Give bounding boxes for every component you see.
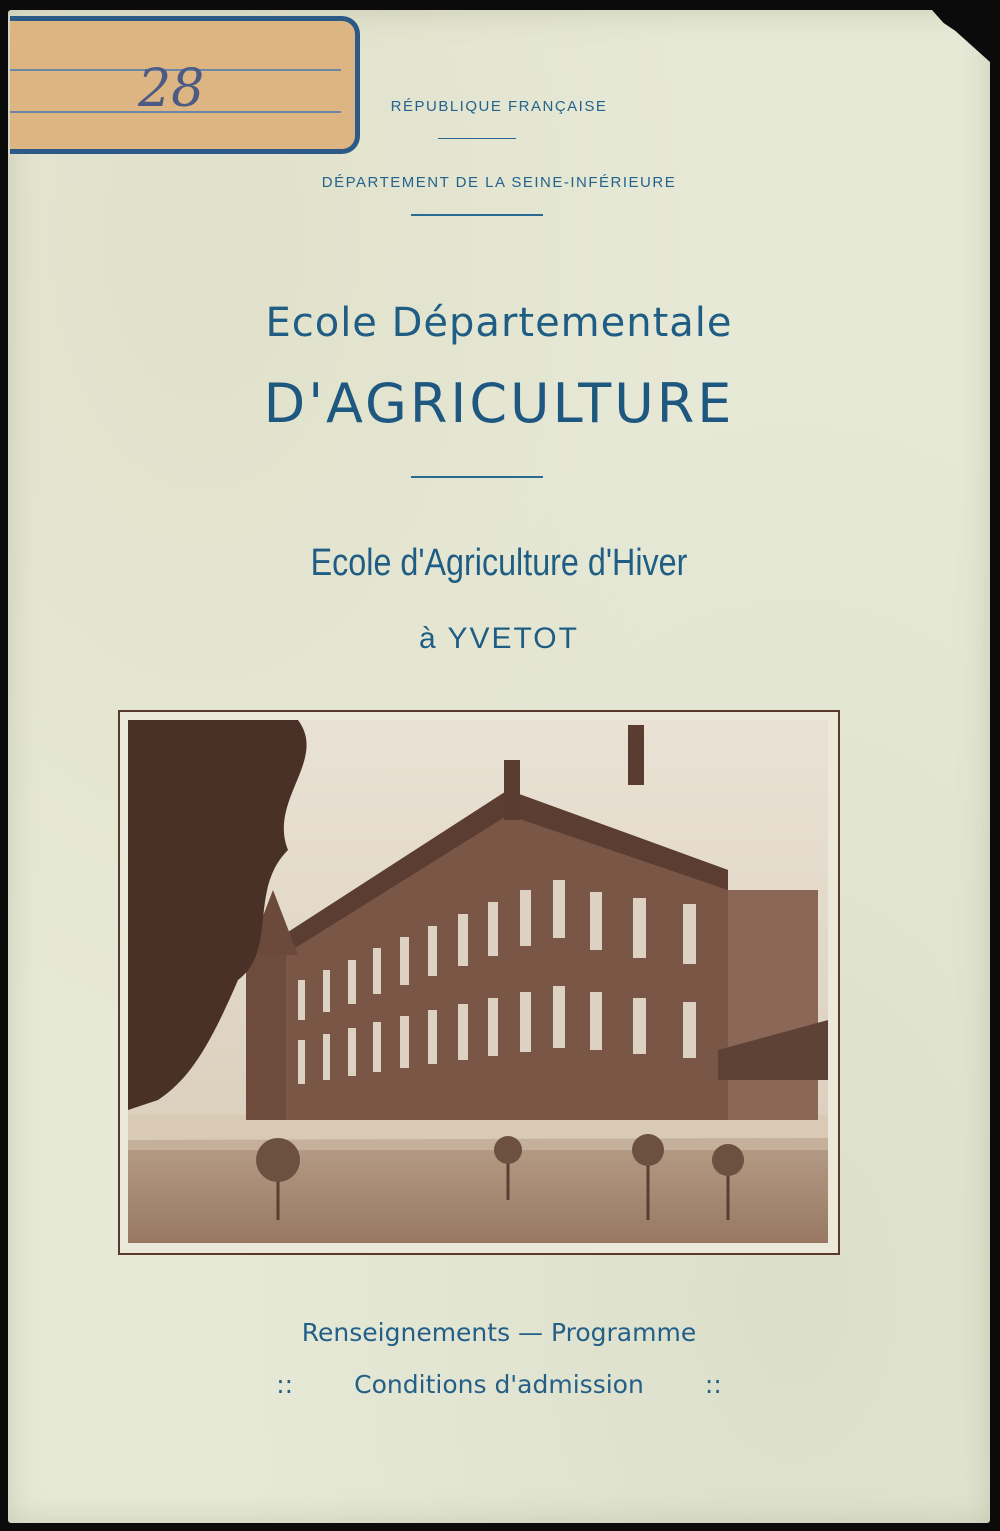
divider-rule [411, 476, 543, 478]
republic-heading: RÉPUBLIQUE FRANÇAISE [390, 98, 608, 115]
school-title-line1: Ecole Départementale [265, 300, 733, 346]
library-shelf-label [10, 16, 360, 154]
decorative-colons-left: :: [276, 1370, 294, 1399]
department-heading: DÉPARTEMENT DE LA SEINE-INFÉRIEURE [321, 174, 677, 191]
divider-rule [411, 214, 543, 216]
school-title-line2: D'AGRICULTURE [263, 372, 735, 435]
footer-topics: Renseignements — Programme [301, 1318, 697, 1347]
divider-rule [438, 138, 516, 139]
location: à YVETOT [419, 622, 579, 655]
school-building-photo [118, 710, 840, 1255]
footer-admission-row [8, 1370, 990, 1399]
footer-admission: Conditions d'admission [354, 1370, 644, 1399]
torn-corner [932, 10, 990, 62]
shelf-label-number: 28 [138, 59, 205, 119]
building-illustration [128, 720, 828, 1243]
subtitle: Ecole d'Agriculture d'Hiver [310, 542, 688, 584]
decorative-colons-right: :: [704, 1370, 722, 1399]
book-cover [8, 10, 990, 1523]
